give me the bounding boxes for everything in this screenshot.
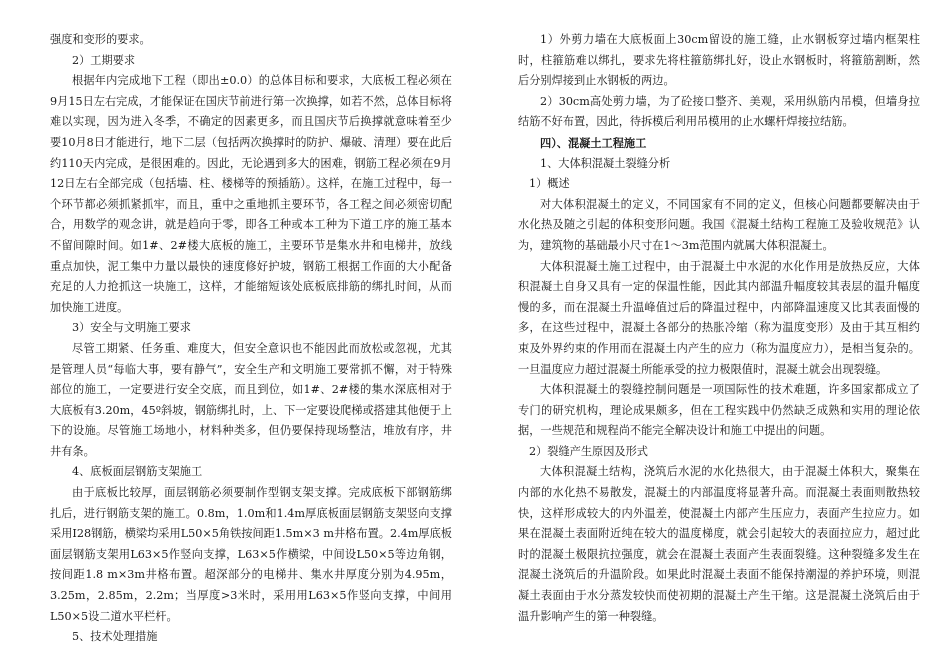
right-paragraph-9: 2）裂缝产生原因及形式 [529, 444, 648, 458]
left-paragraph-2: 2）工期要求 [72, 53, 136, 67]
right-paragraph-8: 大体积混凝土的裂缝控制问题是一项国际性的技术难题，许多国家都成立了专门的研究机构，理论成果颇多，但在工程实践中仍然缺乏成熟和实用的理论依据，一些规范和规程尚不能完全解决设计和施工中提出的问题。 [518, 383, 920, 438]
left-paragraph-7: 由于底板比较厚，面层钢筋必须要制作型钢支架支撑。完成底板下部钢筋绑扎后，进行钢筋支架的施工。0.8m，1.0m和1.4m厚底板面层钢筋支架竖向支撑采用Ⅰ28钢筋，横梁均采用L50×5角铁按间距1.5m×3 m井格布置。2.4m厚底板面层钢筋支架用L63×5作竖向支撑，L63×5作横梁，中间设L50×5等边角钢，按间距1.8 m×3m井格布置。超深部分的电梯井、集水井厚度分别为4.95m，3.25m，2.85m，2.2m；当厚度>3米时，采用用L63×5作竖向支撑，中间用L50×5设二道水平栏杆。 [50, 486, 452, 623]
left-paragraph-8: 5、技术处理措施 [72, 630, 158, 644]
left-paragraph-1: 强度和变形的要求。 [50, 33, 151, 46]
right-paragraph-2: 2）30cm高处剪力墙，为了砼接口整齐、美观，采用纵筋内吊模，但墙身拉结筋不好布置，因此，待拆模后利用吊模用的止水螺杆焊接拉结筋。 [518, 94, 920, 129]
right-paragraph-10: 大体积混凝土结构，浇筑后水泥的水化热很大，由于混凝土体积大，聚集在内部的水化热不易散发，混凝土的内部温度将显著升高。而混凝土表面则散热较快，这样形成较大的内外温差，使混凝土内部产生压应力，表面产生拉应力。如果在混凝土表面附近纯在较大的温度梯度，就会引起较大的表面拉应力，超过此时的混凝土极限抗拉强度，就会在混凝土表面产生表面裂缝。这种裂缝多发生在混凝土浇筑后的升温阶段。如果此时混凝土表面不能保持潮湿的养护环境，则混凝土表面由于水分蒸发较快而使初期的混凝土产生干缩。这是混凝土浇筑后由于温升影响产生的第一种裂缝。 [518, 465, 920, 623]
left-paragraph-5: 尽管工期紧、任务重、难度大，但安全意识也不能因此而放松或忽视，尤其是管理人员“每临大事，要有静气”，安全生产和文明施工要常抓不懈，对于特殊部位的施工，一定要进行安全交底，而且到位，如1#、2#楼的集水深底相对于大底板有3.20m，45º斜坡，钢筋绑扎时，上、下一定要设爬梯或搭建其他便于上下的设施。尽管施工场地小，材料种类多，但仍要保持现场整洁，堆放有序，井井有条。 [50, 341, 452, 458]
right-paragraph-3: 四）、混凝土工程施工 [540, 135, 647, 150]
right-paragraph-1: 1）外剪力墙在大底板面上30cm留设的施工缝，止水钢板穿过墙内框架柱时，柱箍筋难以绑扎，要求先将柱箍筋绑扎好，设止水钢板时，将箍筋割断，然后分别焊接到止水钢板的两边。 [518, 33, 920, 88]
right-paragraph-7: 大体积混凝土施工过程中，由于混凝土中水泥的水化作用是放热反应，大体积混凝土自身又具有一定的保温性能，因此其内部温升幅度较其表层的温升幅度慢的多，而在混凝土升温峰值过后的降温过程中，内部降温速度又比其表面慢的多，在这些过程中，混凝土各部分的热胀冷缩（称为温度变形）及由于其互相约束及外界约束的作用而在混凝土内产生的应力（称为温度应力），是相当复杂的。一旦温度应力超过混凝土所能承受的拉力极限值时，混凝土就会出现裂缝。 [518, 259, 920, 376]
left-paragraph-6: 4、底板面层钢筋支架施工 [72, 465, 203, 479]
left-paragraph-3: 根据年内完成地下工程（即出±0.0）的总体目标和要求，大底板工程必须在9月15日左右完成，才能保证在国庆节前进行第一次换撑，如若不然，总体目标将难以实现，因为进入冬季，不确定的因素更多，而且国庆节后换撑就意味着至少要10月8日才能进行，地下二层（包括两次换撑时的防护、爆破、清理）要在此后约110天内完成，是很困难的。因此，无论遇到多大的困难，钢筋工程必须在9月12日左右全部完成（包括墙、柱、楼梯等的预插筋）。这样，在施工过程中，每一个环节都必须抓紧抓牢，而且，重中之重地抓主要环节，各工程之间必须密切配合，用数学的观念讲，就是趋向于零，即各工种或本工种为下道工序的施工基本不留间隙时间。如1#、2#楼大底板的施工，主要环节是集水井和电梯井，放线重点加快，泥工集中力量以最快的速度修好护坡，钢筋工根据工作面的大小配备充足的人力抢抓这一块施工，这样，才能缩短该处底板底排筋的绑扎时间，从而加快施工进度。 [50, 74, 452, 314]
right-paragraph-5: 1）概述 [529, 177, 570, 191]
left-paragraph-4: 3）安全与文明施工要求 [72, 321, 191, 335]
right-paragraph-4: 1、大体积混凝土裂缝分析 [540, 156, 671, 170]
left-column [50, 30, 452, 648]
right-column [518, 30, 920, 627]
right-paragraph-6: 对大体积混凝土的定义，不同国家有不同的定义，但核心问题都要解决由于水化热及随之引起的体积变形问题。我国《混凝土结构工程施工及验收规范》认为，建筑物的基础最小尺寸在1～3m范围内就属大体积混凝土。 [518, 197, 920, 252]
